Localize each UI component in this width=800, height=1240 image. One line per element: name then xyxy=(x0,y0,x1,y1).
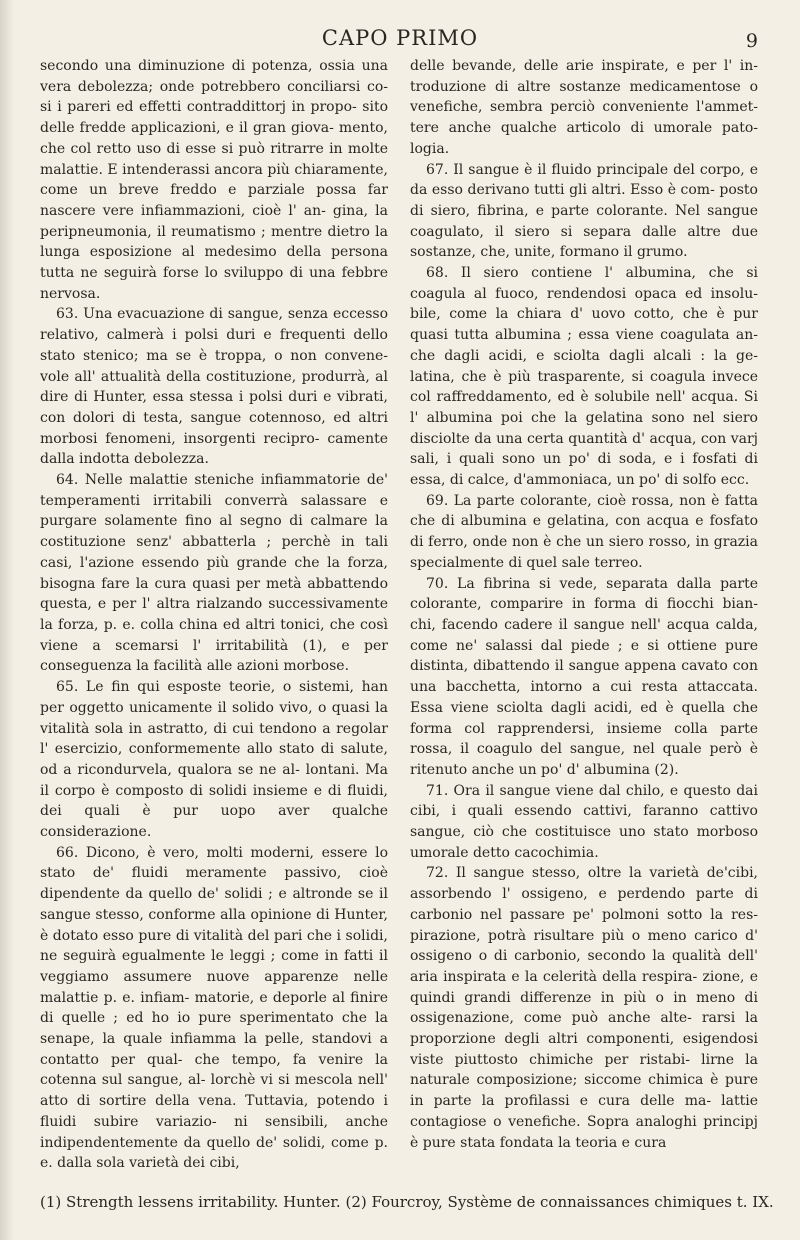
paragraph-67: 67. Il sangue è il fluido principale del corpo, e da esso derivano tutti gli altri. Esso è com- posto di siero, fibrina, e parte colorante. Nel sangue coagulato, il siero si separa dalle altre due sostanze, che, unite, formano il grumo. xyxy=(410,161,758,261)
paragraph-63: 63. Una evacuazione di sangue, senza eccesso relativo, calmerà i polsi duri e frequenti dello stato stenico; ma se è troppa, o non convene- vole all' attualità della costituzione, produrrà, al dire di Hunter, essa stessa i polsi duri e vibrati, con dolori di testa, sangue cotennoso, ed altri morbosi fenomeni, insorgenti recipro- camente dalla indotta debolezza. xyxy=(40,306,388,468)
left-column xyxy=(40,56,388,1174)
paragraph-70: 70. La fibrina si vede, separata dalla parte colorante, comparire in forma di fiocchi bian- chi, facendo cadere il sangue nell' acqua calda, come ne' salassi dal piede ; e si ottiene pure distinta, dibattendo il sangue appena cavato con una bacchetta, intorno a cui resta attaccata. Essa viene sciolta dagli acidi, ed è quella che forma col rapprendersi, insieme colla parte rossa, il coagulo del sangue, nel quale però è ritenuto anche un po' d' albumina (2). xyxy=(410,575,758,778)
footnotes: (1) Strength lessens irritability. Hunter. (2) Fourcroy, Système de connaissances chimiques t. IX. xyxy=(40,1193,774,1211)
paragraph-68: 68. Il siero contiene l' albumina, che si coagula al fuoco, rendendosi opaca ed insolu- bile, come la chiara d' uovo cotto, che è pur quasi tutta albumina ; essa viene coagulata an- che dagli acidi, e sciolta dagli alcali : la ge- latina, che è più trasparente, si coagula invece col raffreddamento, ed è solubile nell' acqua. Si l' albumina poi che la gelatina sono nel siero disciolte da una certa quantità d' acqua, con varj sali, i quali sono un po' di soda, e i fosfati di essa, di calce, d'ammoniaca, un po' di solfo ecc. xyxy=(410,265,758,489)
running-title: CAPO PRIMO xyxy=(321,26,479,50)
paragraph: secondo una diminuzione di potenza, ossia una vera debolezza; onde potrebbero conciliarsi co- si i pareri ed effetti contraddittorj in propo- sito delle fredde applicazioni, e il gran giova- mento, che col retto uso di esse si può ritrarre in molte malattie. E intenderassi ancora più chiaramente, come un breve freddo e parziale possa far nascere vere infiammazioni, cioè l' an- gina, la peripneumonia, il reumatismo ; mentre dietro la lunga esposizione al medesimo della persona tutta ne seguirà forse lo sviluppo di una febbre nervosa. xyxy=(40,58,388,302)
paragraph-64: 64. Nelle malattie steniche infiammatorie de' temperamenti irritabili converrà salassare e purgare solamente fino al segno di calmare la costituzione senz' abbatterla ; perchè in tali casi, l'azione essendo più grande che la forza, bisogna fare la cura quasi per metà abbattendo questa, e per l' altra rialzando successivamente la forza, p. e. colla china ed altri tonici, che così viene a scemarsi l' irritabilità (1), e per conseguenza la facilità alle azioni morbose. xyxy=(40,472,388,675)
paragraph-71: 71. Ora il sangue viene dal chilo, e questo dai cibi, i quali essendo cattivi, faranno cattivo sangue, ciò che costituisce uno stato morboso umorale detto cacochimia. xyxy=(410,782,758,861)
page-header xyxy=(0,22,800,58)
page-edge-shadow xyxy=(0,0,14,1240)
paragraph-65: 65. Le fin qui esposte teorie, o sistemi, han per oggetto unicamente il solido vivo, o quasi la vitalità sola in astratto, di cui tendono a regolar l' esercizio, conformemente allo stato di salute, od a ricondurvela, qualora se ne al- lontani. Ma il corpo è composto di solidi insieme e di fluidi, dei quali è pur uopo aver qualche considerazione. xyxy=(40,679,388,841)
paragraph-72: 72. Il sangue stesso, oltre la varietà de'cibi, assorbendo l' ossigeno, e perdendo parte di carbonio nel passare pe' polmoni sotto la res- pirazione, potrà risultare più o meno carico d' ossigeno o di carbonio, secondo la qualità dell' aria inspirata e la celerità della respira- zione, e quindi grandi differenze in più o in meno di ossigenazione, come può anche alte- rarsi la proporzione degli altri componenti, esigendosi viste piuttosto chimiche per ristabi- lirne la naturale composizione; siccome chimica è pure in parte la profilassi e cura delle ma- lattie contagiose o venefiche. Sopra analoghi principj è pure stata fondata la teoria e cura xyxy=(410,865,758,1151)
right-column xyxy=(410,56,758,1153)
page-number: 9 xyxy=(745,30,758,52)
paragraph-69: 69. La parte colorante, cioè rossa, non è fatta che di albumina e gelatina, con acqua e fosfato di ferro, onde non è che un siero rosso, in grazia specialmente di quel sale terreo. xyxy=(410,492,758,571)
paragraph: delle bevande, delle arie inspirate, e per l' in- troduzione di altre sostanze medicamentose o venefiche, sembra perciò conveniente l'ammet- tere anche qualche articolo di umorale pato- logia. xyxy=(410,58,758,157)
paragraph-66: 66. Dicono, è vero, molti moderni, essere lo stato de' fluidi meramente passivo, cioè dipendente da quello de' solidi ; e altronde se il sangue stesso, conforme alla opinione di Hunter, è dotato esso pure di vitalità del pari che i solidi, ne seguirà egualmente le leggi ; come in fatti il veggiamo assumere nuove apparenze nelle malattie p. e. infiam- matorie, e deporle al finire di quelle ; ed ho io pure sperimentato che la senape, la quale infiamma la pelle, standovi a contatto per qual- che tempo, fa venire la cotenna sul sangue, al- lorchè vi si mescola nell' atto di sortire della vena. Tuttavia, potendo i fluidi subire variazio- ni sensibili, anche indipendentemente da quello de' solidi, come p. e. dalla sola varietà dei cibi, xyxy=(40,844,388,1172)
